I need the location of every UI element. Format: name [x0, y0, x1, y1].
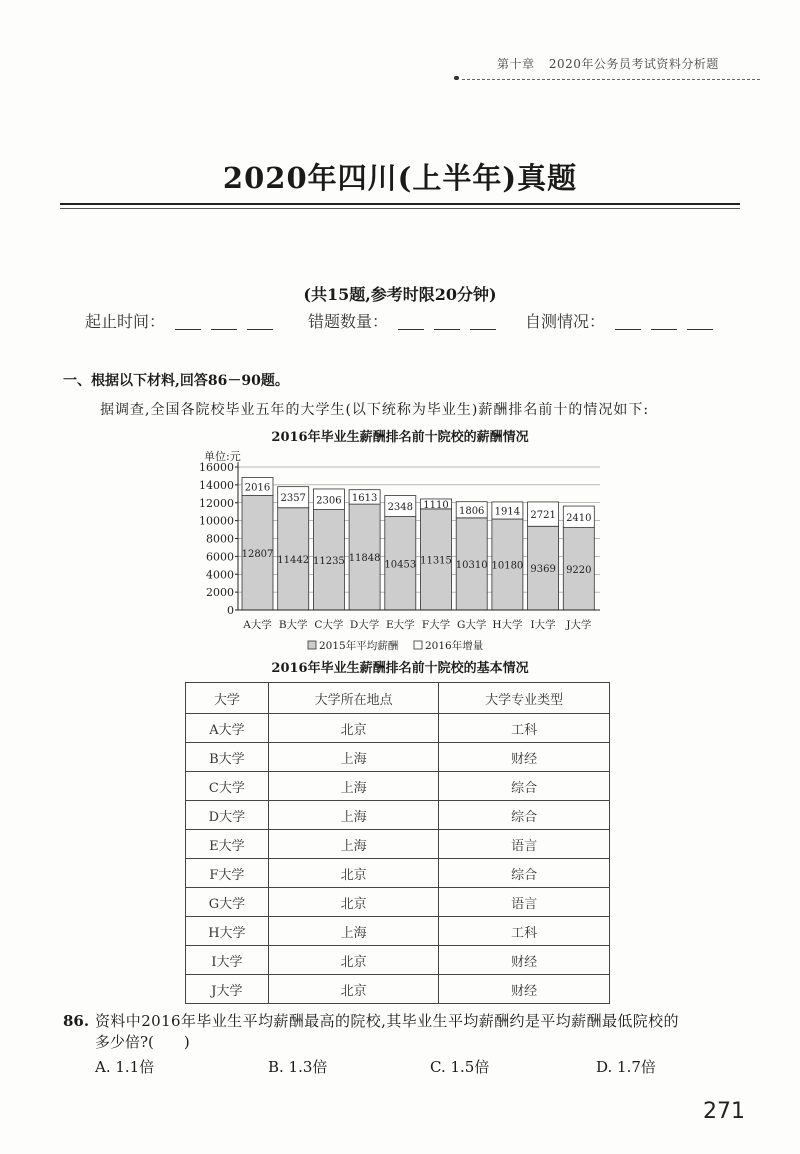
record-time	[85, 314, 273, 330]
cell-location: 上海	[268, 917, 439, 946]
table-row	[186, 946, 610, 975]
cell-university: G大学	[186, 888, 269, 917]
cell-location: 上海	[268, 772, 439, 801]
cell-location: 北京	[268, 946, 439, 975]
record-self-test	[525, 314, 713, 330]
cell-type: 综合	[439, 801, 610, 830]
cell-type: 财经	[439, 975, 610, 1004]
data-label-2016-increase-e: 2348	[387, 502, 414, 514]
record-errors-label: 错题数量：	[308, 312, 389, 331]
data-label-2015-b: 11442	[277, 554, 310, 566]
cell-university: B大学	[186, 743, 269, 772]
table-row	[186, 772, 610, 801]
cell-university: I大学	[186, 946, 269, 975]
cell-type: 财经	[439, 946, 610, 975]
cell-type: 综合	[439, 859, 610, 888]
cell-type: 工科	[439, 917, 610, 946]
y-tick-label: 8000	[206, 532, 234, 546]
cell-location: 上海	[268, 743, 439, 772]
chart-marks	[199, 461, 600, 631]
data-label-2016-increase-g: 1806	[458, 505, 485, 517]
blank-line	[434, 315, 460, 330]
chapter-label: 第十章	[497, 57, 535, 71]
x-tick-label-c: C大学	[314, 619, 344, 631]
data-label-2015-c: 11235	[312, 555, 345, 567]
cell-location: 北京	[268, 859, 439, 888]
cell-university: C大学	[186, 772, 269, 801]
legend-label-2015: 2015年平均薪酬	[319, 640, 399, 652]
y-tick-label: 6000	[206, 550, 234, 564]
legend-label-2016: 2016年增量	[425, 640, 484, 652]
table-row	[186, 830, 610, 859]
column-header: 大学专业类型	[439, 683, 610, 714]
table-row	[186, 917, 610, 946]
cell-university: F大学	[186, 859, 269, 888]
cell-location: 北京	[268, 714, 439, 743]
y-tick-label: 4000	[206, 568, 234, 582]
table-title: 2016年毕业生薪酬排名前十院校的基本情况	[271, 661, 529, 676]
x-tick-label-e: E大学	[385, 619, 415, 631]
blank-line	[615, 315, 641, 330]
section-heading: 一、根据以下材料,回答86－90题。	[63, 373, 289, 389]
table-row	[186, 714, 610, 743]
data-label-2015-j: 9220	[566, 564, 592, 576]
y-tick-label: 14000	[199, 478, 234, 492]
data-label-2015-f: 11315	[420, 555, 452, 567]
data-label-2016-increase-b: 2357	[280, 493, 306, 505]
question-text: 资料中2016年毕业生平均薪酬最高的院校,其毕业生平均薪酬约是平均薪酬最低院校的	[95, 1012, 679, 1030]
blank-line	[247, 315, 273, 330]
data-label-2016-increase-j: 2410	[566, 512, 592, 524]
table-row	[186, 801, 610, 830]
x-tick-label-a: A大学	[243, 619, 272, 631]
blank-line	[470, 315, 496, 330]
question-text-continued: 多少倍?( )	[95, 1033, 190, 1051]
cell-university: A大学	[186, 714, 269, 743]
salary-chart	[190, 446, 610, 658]
legend-swatch-2015	[308, 641, 316, 649]
y-tick-label: 10000	[199, 514, 234, 528]
y-tick-label: 0	[227, 604, 234, 617]
option-a: A. 1.1倍	[95, 1058, 155, 1076]
blank-line	[651, 315, 677, 330]
cell-type: 语言	[439, 830, 610, 859]
chart-unit: 单位:元	[204, 450, 241, 463]
cell-location: 上海	[268, 830, 439, 859]
data-label-2015-a: 12807	[241, 548, 274, 560]
page-title: 2020年四川(上半年)真题	[222, 161, 578, 195]
column-header: 大学所在地点	[268, 683, 439, 714]
cell-type: 语言	[439, 888, 610, 917]
data-label-2016-increase-i: 2721	[530, 510, 556, 522]
cell-university: E大学	[186, 830, 269, 859]
record-time-label: 起止时间：	[85, 312, 166, 331]
legend-swatch-2016	[414, 641, 422, 649]
cell-university: J大学	[186, 975, 269, 1004]
chart-title: 2016年毕业生薪酬排名前十院校的薪酬情况	[271, 430, 529, 445]
x-tick-label-i: I大学	[530, 619, 556, 631]
cell-location: 上海	[268, 801, 439, 830]
cell-type: 综合	[439, 772, 610, 801]
chapter-title: 2020年公务员考试资料分析题	[548, 57, 719, 71]
data-label-2016-increase-d: 1613	[351, 492, 378, 504]
table-row	[186, 888, 610, 917]
blank-line	[687, 315, 713, 330]
record-self-test-label: 自测情况：	[525, 312, 606, 331]
record-errors	[308, 314, 496, 330]
option-d: D. 1.7倍	[596, 1058, 656, 1076]
x-tick-label-f: F大学	[421, 619, 451, 631]
blank-line	[211, 315, 237, 330]
running-header	[497, 58, 719, 70]
data-label-2015-i: 9369	[530, 564, 556, 576]
y-tick-label: 2000	[206, 586, 234, 600]
title-rule-thin	[60, 208, 740, 209]
x-tick-label-h: H大学	[492, 619, 523, 631]
x-tick-label-b: B大学	[278, 619, 308, 631]
section-intro: 据调查,全国各院校毕业五年的大学生(以下统称为毕业生)薪酬排名前十的情况如下:	[100, 402, 650, 418]
header-rule	[462, 79, 760, 80]
option-c: C. 1.5倍	[430, 1058, 490, 1076]
cell-type: 财经	[439, 743, 610, 772]
table-row	[186, 743, 610, 772]
data-label-2016-increase-c: 2306	[316, 495, 342, 507]
column-header: 大学	[186, 683, 269, 714]
exam-subtitle: (共15题,参考时限20分钟)	[303, 285, 497, 304]
header-bullet	[454, 76, 459, 80]
data-label-2015-e: 10453	[384, 559, 417, 571]
chart-legend	[308, 639, 483, 652]
question-number: 86.	[63, 1012, 90, 1030]
cell-university: D大学	[186, 801, 269, 830]
title-rule	[60, 203, 740, 205]
data-label-2015-d: 11848	[348, 553, 381, 565]
cell-type: 工科	[439, 714, 610, 743]
cell-location: 北京	[268, 888, 439, 917]
cell-location: 北京	[268, 975, 439, 1004]
data-label-2015-h: 10180	[491, 560, 524, 572]
x-tick-label-d: D大学	[349, 619, 380, 631]
data-label-2016-increase-f: 1110	[423, 499, 449, 511]
y-tick-label: 12000	[199, 496, 234, 510]
page-number: 271	[703, 1099, 745, 1124]
data-label-2016-increase-h: 1914	[494, 506, 521, 518]
table-header-row	[186, 683, 610, 714]
university-info-table	[185, 682, 610, 1004]
data-label-2015-g: 10310	[455, 559, 488, 571]
x-tick-label-j: J大学	[566, 619, 592, 631]
blank-line	[175, 315, 201, 330]
y-tick-label: 16000	[199, 461, 234, 474]
option-b: B. 1.3倍	[268, 1058, 328, 1076]
data-label-2016-increase-a: 2016	[244, 482, 271, 494]
x-tick-label-g: G大学	[457, 619, 487, 631]
table-row	[186, 975, 610, 1004]
blank-line	[398, 315, 424, 330]
cell-university: H大学	[186, 917, 269, 946]
table-row	[186, 859, 610, 888]
